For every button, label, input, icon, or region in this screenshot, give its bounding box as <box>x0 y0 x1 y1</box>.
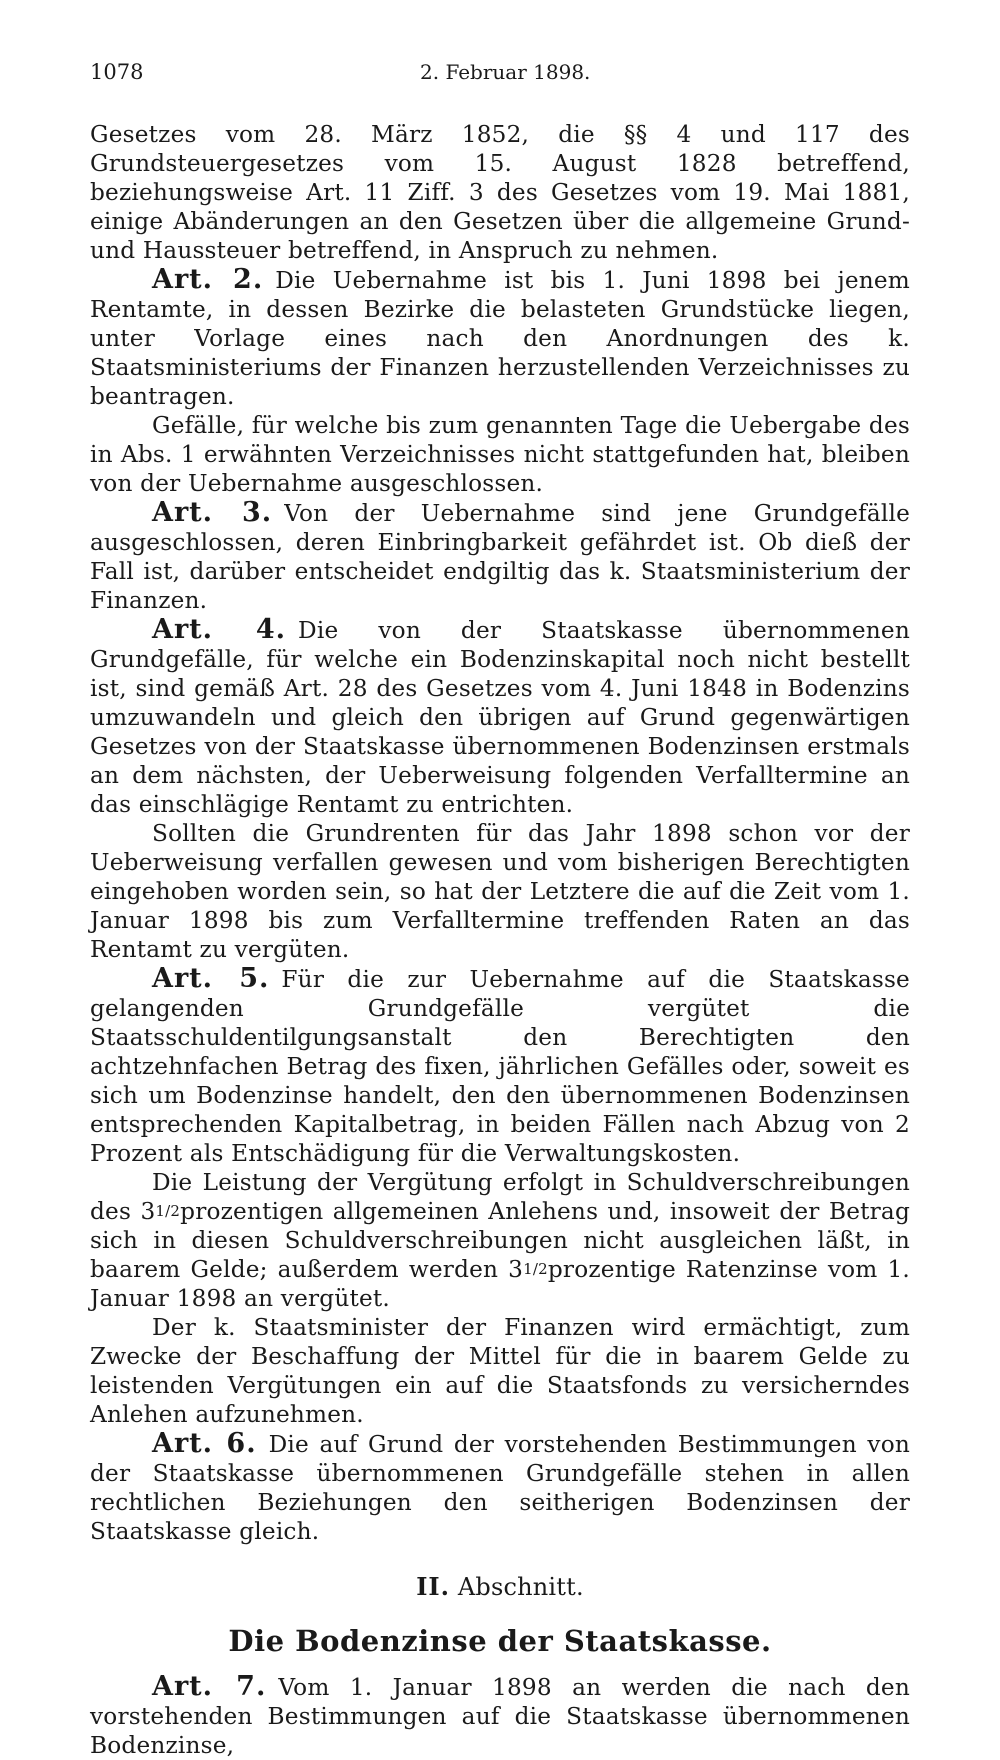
article-text: Die von der Staatskasse übernommenen Grundgefälle, für welche ein Bodenzinskapital noch nicht bestellt ist, sind gemäß Art. 28 des Gesetzes vom 4. Juni 1848 in Bodenzins umzuwandeln und gleich den übrigen auf Grund gegenwärtigen Gesetzes von der Staatskasse übernommenen Bodenzinsen erstmals an dem nächsten, der Ueberweisung folgenden Verfalltermine an das einschlägige Rentamt zu entrichten. <box>90 617 910 818</box>
body-text <box>90 120 910 1760</box>
article-7 <box>90 1672 910 1760</box>
paragraph-continuation: Gesetzes vom 28. März 1852, die §§ 4 und 117 des Grundsteuergesetzes vom 15. August 1828 betreffend, beziehungsweise Art. 11 Ziff. 3 des Gesetzes vom 19. Mai 1881, einige Abänderungen an den Gesetzen über die allgemeine Grund- und Haussteuer betreffend, in Anspruch zu nehmen. <box>90 121 910 264</box>
article-label: Art. 4. <box>152 614 287 645</box>
article-text: Von der Uebernahme sind jene Grundgefälle ausgeschlossen, deren Einbringbarkeit gefährdet ist. Ob dieß der Fall ist, darüber entscheidet endgiltig das k. Staatsministerium der Finanzen. <box>90 500 910 614</box>
section-title: Die Bodenzinse der Staatskasse. <box>228 1624 772 1658</box>
text-segment: Die Leistung der Vergütung erfolgt in Schuldverschreibungen des 3 <box>90 1169 910 1225</box>
article-text: Die auf Grund der vorstehenden Bestimmungen von der Staatskasse übernommenen Grundgefälle stehen in allen rechtlichen Beziehungen den seitherigen Bodenzinsen der Staatskasse gleich. <box>90 1431 910 1545</box>
page-number: 1078 <box>90 60 144 84</box>
article-5 <box>90 964 910 1168</box>
article-4 <box>90 615 910 819</box>
article-label: Art. 7. <box>152 1671 267 1702</box>
article-4-paragraph-2: Sollten die Grundrenten für das Jahr 1898 schon vor der Ueberweisung verfallen gewesen und vom bisherigen Berechtigten eingehoben worden sein, so hat der Letztere die auf die Zeit vom 1. Januar 1898 bis zum Verfalltermine treffenden Raten an das Rentamt zu vergüten. <box>90 820 910 963</box>
fraction: 1/2 <box>523 1260 548 1278</box>
article-text: Für die zur Uebernahme auf die Staatskasse gelangenden Grundgefälle vergütet die Staatsschuldentilgungsanstalt den Berechtigten den achtzehnfachen Betrag des fixen, jährlichen Gefälles oder, soweit es sich um Bodenzinse handelt, den den übernommenen Bodenzinsen entsprechenden Kapitalbetrag, in beiden Fällen nach Abzug von 2 Prozent als Entschädigung für die Verwaltungskosten. <box>90 966 910 1167</box>
fraction: 1/2 <box>155 1202 181 1220</box>
article-5-paragraph-2 <box>90 1168 910 1313</box>
text-segment: prozentige Ratenzinse vom 1. Januar 1898 an vergütet. <box>90 1256 910 1312</box>
text-segment: prozentigen allgemeinen Anlehens und, insoweit der Betrag sich in diesen Schuldverschreibungen nicht ausgleichen läßt, in baarem Gelde; außerdem werden 3 <box>90 1198 910 1283</box>
article-2-paragraph-2: Gefälle, für welche bis zum genannten Tage die Uebergabe des in Abs. 1 erwähnten Verzeichnisses nicht stattgefunden hat, bleiben von der Uebernahme ausgeschlossen. <box>90 412 910 497</box>
article-text: Die Uebernahme ist bis 1. Juni 1898 bei jenem Rentamte, in dessen Bezirke die belasteten Grundstücke liegen, unter Vorlage eines nach den Anordnungen des k. Staatsministeriums der Finanzen herzustellenden Verzeichnisses zu beantragen. <box>90 267 910 410</box>
article-label: Art. 5. <box>152 963 270 994</box>
article-3 <box>90 498 910 615</box>
document-page <box>90 60 910 1760</box>
page-date: 2. Februar 1898. <box>420 60 591 84</box>
section-heading <box>90 1572 910 1602</box>
article-label: Art. 6. <box>152 1428 257 1459</box>
article-6 <box>90 1429 910 1546</box>
running-head <box>90 60 910 100</box>
article-5-paragraph-3: Der k. Staatsminister der Finanzen wird ermächtigt, zum Zwecke der Beschaffung der Mittel für die in baarem Gelde zu leistenden Vergütungen ein auf die Staatsfonds zu versicherndes Anlehen aufzunehmen. <box>90 1314 910 1428</box>
article-2 <box>90 265 910 411</box>
article-label: Art. 2. <box>152 264 264 295</box>
section-word: Abschnitt. <box>457 1573 584 1601</box>
article-label: Art. 3. <box>152 497 273 528</box>
section-number: II. <box>416 1572 450 1601</box>
article-text: Vom 1. Januar 1898 an werden die nach den vorstehenden Bestimmungen auf die Staatskasse übernommenen Bodenzinse, <box>90 1674 910 1759</box>
